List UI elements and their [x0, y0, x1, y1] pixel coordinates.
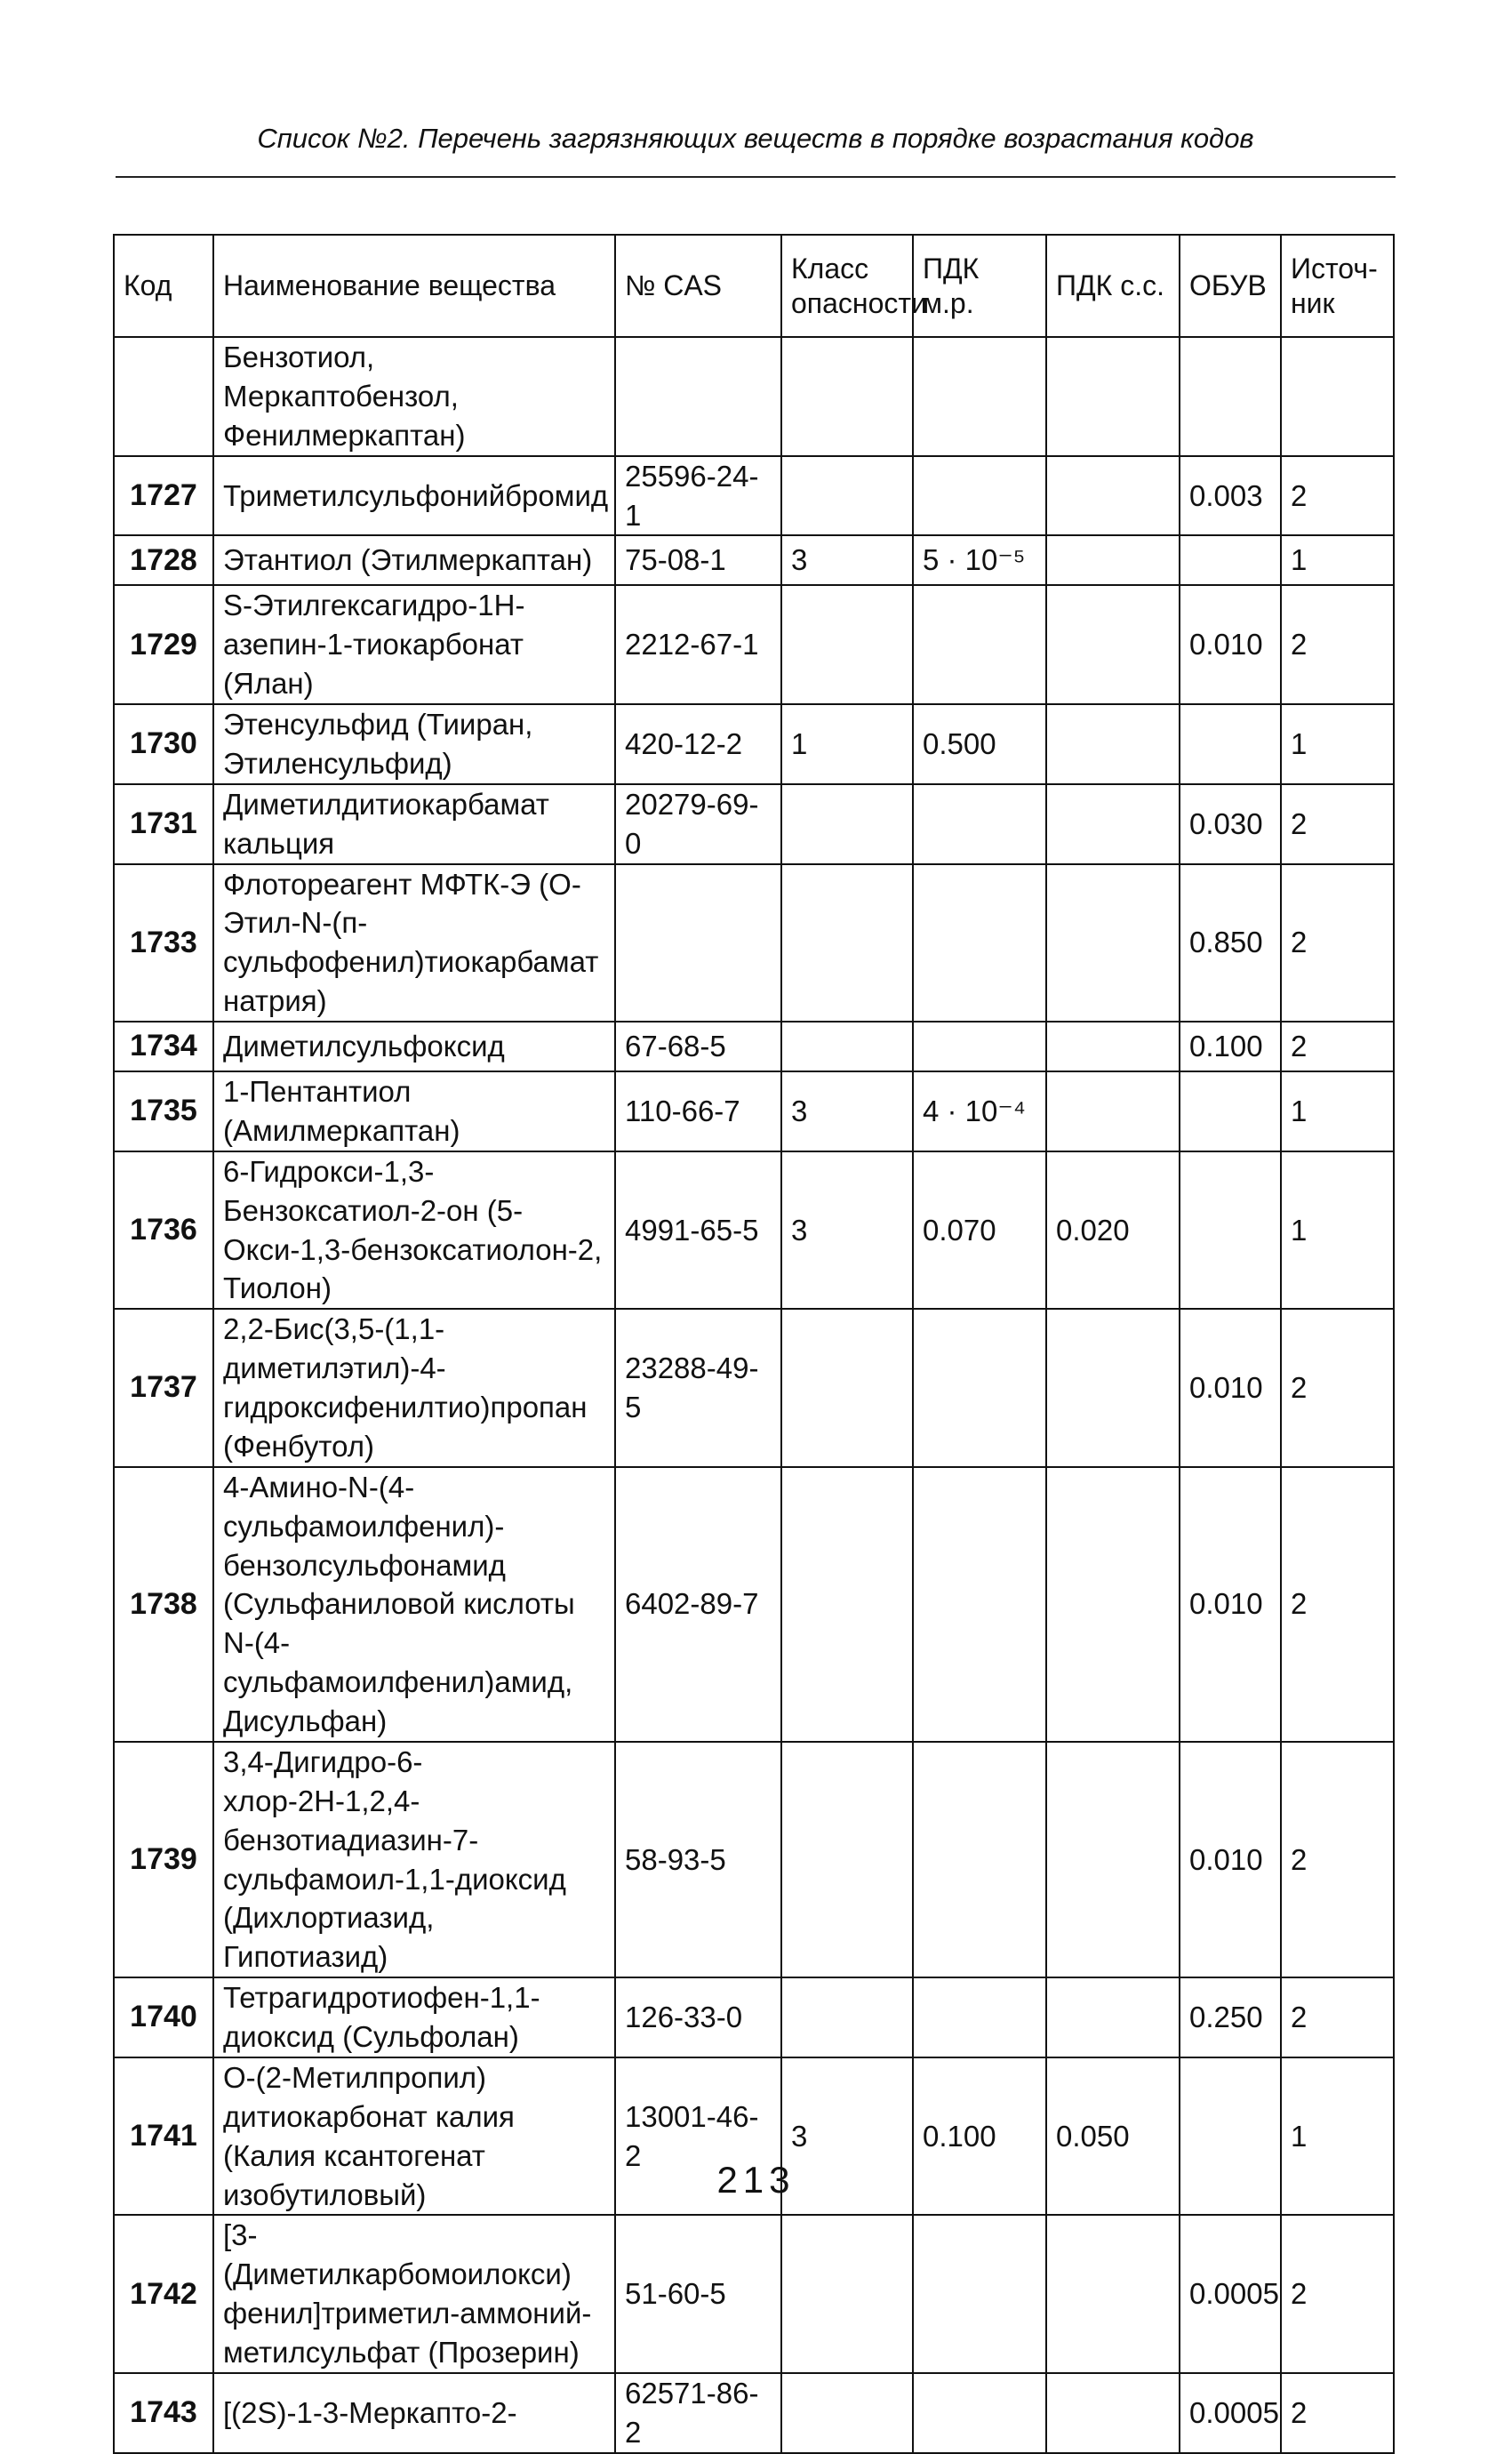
cell-source: 1 [1281, 1071, 1394, 1151]
cell-name: 3,4-Дигидро-6-хлор-2Н-1,2,4-бензотиадиазин-7-сульфамоил-1,1-диоксид (Дихлортиазид, Гипотиазид) [213, 1742, 615, 1977]
cell-code: 1743 [114, 2373, 213, 2453]
table-row [114, 1977, 1394, 2057]
cell-obuv [1180, 1151, 1281, 1310]
header-cas: № CAS [615, 235, 781, 337]
header-obuv: ОБУВ [1180, 235, 1281, 337]
cell-pdk-ss [1046, 784, 1180, 864]
cell-pdk-ss [1046, 2215, 1180, 2373]
cell-name: [(2S)-1-3-Меркапто-2- [213, 2373, 615, 2453]
cell-source [1281, 337, 1394, 456]
cell-obuv: 0.010 [1180, 1742, 1281, 1977]
cell-hazard-class: 3 [781, 535, 913, 585]
cell-pdk-mr: 0.070 [913, 1151, 1046, 1310]
cell-code: 1727 [114, 456, 213, 536]
cell-cas: 110-66-7 [615, 1071, 781, 1151]
cell-pdk-mr [913, 784, 1046, 864]
cell-name: Бензотиол, Меркаптобензол, Фенилмеркаптан) [213, 337, 615, 456]
cell-pdk-mr: 4 · 10⁻⁴ [913, 1071, 1046, 1151]
cell-hazard-class: 3 [781, 2057, 913, 2216]
cell-hazard-class [781, 1309, 913, 1467]
cell-name: 2,2-Бис(3,5-(1,1-диметилэтил)-4-гидроксифенилтио)пропан (Фенбутол) [213, 1309, 615, 1467]
cell-pdk-ss: 0.020 [1046, 1151, 1180, 1310]
table-row [114, 864, 1394, 1022]
cell-pdk-mr [913, 1022, 1046, 1071]
cell-pdk-mr [913, 2373, 1046, 2453]
cell-code [114, 337, 213, 456]
cell-source: 1 [1281, 704, 1394, 784]
cell-source: 2 [1281, 784, 1394, 864]
cell-obuv [1180, 1071, 1281, 1151]
cell-pdk-ss [1046, 864, 1180, 1022]
cell-hazard-class [781, 864, 913, 1022]
cell-pdk-mr [913, 1467, 1046, 1742]
cell-pdk-mr [913, 1742, 1046, 1977]
cell-pdk-ss [1046, 456, 1180, 536]
cell-hazard-class [781, 585, 913, 704]
cell-source: 2 [1281, 2373, 1394, 2453]
cell-pdk-mr [913, 456, 1046, 536]
cell-cas: 75-08-1 [615, 535, 781, 585]
cell-obuv: 0.003 [1180, 456, 1281, 536]
cell-source: 2 [1281, 1022, 1394, 1071]
cell-name: О-(2-Метилпропил) дитиокарбонат калия (Калия ксантогенат изобутиловый) [213, 2057, 615, 2216]
cell-cas: 20279-69-0 [615, 784, 781, 864]
cell-code: 1738 [114, 1467, 213, 1742]
cell-source: 1 [1281, 535, 1394, 585]
cell-hazard-class [781, 337, 913, 456]
cell-cas: 25596-24-1 [615, 456, 781, 536]
cell-cas [615, 337, 781, 456]
cell-name: Триметилсульфонийбромид [213, 456, 615, 536]
header-row [114, 235, 1394, 337]
cell-name: Диметилдитиокарбамат кальция [213, 784, 615, 864]
cell-code: 1737 [114, 1309, 213, 1467]
table-row [114, 784, 1394, 864]
cell-obuv: 0.030 [1180, 784, 1281, 864]
cell-hazard-class [781, 784, 913, 864]
table-row [114, 1467, 1394, 1742]
cell-obuv: 0.250 [1180, 1977, 1281, 2057]
cell-code: 1728 [114, 535, 213, 585]
cell-hazard-class: 1 [781, 704, 913, 784]
cell-hazard-class [781, 2373, 913, 2453]
cell-pdk-mr [913, 864, 1046, 1022]
cell-name: Этенсульфид (Тииран, Этиленсульфид) [213, 704, 615, 784]
cell-cas: 4991-65-5 [615, 1151, 781, 1310]
table-row [114, 1742, 1394, 1977]
cell-code: 1733 [114, 864, 213, 1022]
header-pdk-ss: ПДК с.с. [1046, 235, 1180, 337]
running-head: Список №2. Перечень загрязняющих веществ в порядке возрастания кодов [257, 123, 1254, 154]
cell-source: 2 [1281, 2215, 1394, 2373]
table-row [114, 456, 1394, 536]
cell-hazard-class [781, 2215, 913, 2373]
cell-obuv: 0.010 [1180, 1309, 1281, 1467]
cell-code: 1742 [114, 2215, 213, 2373]
cell-cas: 420-12-2 [615, 704, 781, 784]
cell-pdk-mr: 0.100 [913, 2057, 1046, 2216]
cell-pdk-ss [1046, 535, 1180, 585]
cell-obuv [1180, 337, 1281, 456]
table-row [114, 1309, 1394, 1467]
cell-pdk-ss [1046, 1742, 1180, 1977]
cell-cas: 67-68-5 [615, 1022, 781, 1071]
header-pdk-mr: ПДК м.р. [913, 235, 1046, 337]
cell-name: Диметилсульфоксид [213, 1022, 615, 1071]
page-number: 213 [716, 2159, 796, 2201]
header-code: Код [114, 235, 213, 337]
cell-pdk-ss [1046, 1467, 1180, 1742]
cell-code: 1741 [114, 2057, 213, 2216]
cell-obuv: 0.010 [1180, 585, 1281, 704]
cell-cas: 51-60-5 [615, 2215, 781, 2373]
cell-pdk-ss [1046, 1977, 1180, 2057]
cell-source: 2 [1281, 1742, 1394, 1977]
table-row [114, 704, 1394, 784]
cell-cas: 126-33-0 [615, 1977, 781, 2057]
cell-name: Этантиол (Этилмеркаптан) [213, 535, 615, 585]
cell-code: 1730 [114, 704, 213, 784]
cell-code: 1734 [114, 1022, 213, 1071]
table-row [114, 2373, 1394, 2453]
cell-name: [3-(Диметилкарбомоилокси) фенил]триметил-аммоний-метилсульфат (Прозерин) [213, 2215, 615, 2373]
cell-code: 1739 [114, 1742, 213, 1977]
cell-pdk-ss [1046, 337, 1180, 456]
table-row [114, 1022, 1394, 1071]
cell-obuv: 0.010 [1180, 1467, 1281, 1742]
header-name: Наименование вещества [213, 235, 615, 337]
cell-obuv [1180, 704, 1281, 784]
cell-name: S-Этилгексагидро-1Н-азепин-1-тиокарбонат (Ялан) [213, 585, 615, 704]
table-row [114, 1151, 1394, 1310]
cell-obuv: 0.0005 [1180, 2373, 1281, 2453]
cell-pdk-ss [1046, 704, 1180, 784]
cell-code: 1731 [114, 784, 213, 864]
cell-source: 2 [1281, 585, 1394, 704]
cell-hazard-class [781, 456, 913, 536]
header-source: Источ-ник [1281, 235, 1394, 337]
cell-pdk-mr: 5 · 10⁻⁵ [913, 535, 1046, 585]
cell-hazard-class [781, 1742, 913, 1977]
cell-source: 2 [1281, 1467, 1394, 1742]
cell-pdk-ss [1046, 1022, 1180, 1071]
cell-source: 2 [1281, 1977, 1394, 2057]
cell-pdk-mr: 0.500 [913, 704, 1046, 784]
cell-code: 1735 [114, 1071, 213, 1151]
cell-pdk-mr [913, 2215, 1046, 2373]
cell-cas: 2212-67-1 [615, 585, 781, 704]
cell-pdk-ss [1046, 585, 1180, 704]
cell-hazard-class: 3 [781, 1071, 913, 1151]
cell-name: 1-Пентантиол (Амилмеркаптан) [213, 1071, 615, 1151]
cell-cas: 58-93-5 [615, 1742, 781, 1977]
cell-source: 1 [1281, 1151, 1394, 1310]
cell-hazard-class [781, 1467, 913, 1742]
cell-pdk-ss [1046, 1071, 1180, 1151]
substances-table [113, 234, 1395, 2454]
cell-cas [615, 864, 781, 1022]
cell-pdk-mr [913, 337, 1046, 456]
cell-cas: 6402-89-7 [615, 1467, 781, 1742]
cell-name: Флотореагент МФТК-Э (О-Этил-N-(п-сульфофенил)тиокарбамат натрия) [213, 864, 615, 1022]
cell-name: 6-Гидрокси-1,3-Бензоксатиол-2-он (5-Окси-1,3-бензоксатиолон-2, Тиолон) [213, 1151, 615, 1310]
cell-cas: 62571-86-2 [615, 2373, 781, 2453]
cell-pdk-mr [913, 1309, 1046, 1467]
cell-pdk-ss [1046, 1309, 1180, 1467]
cell-pdk-ss: 0.050 [1046, 2057, 1180, 2216]
cell-source: 2 [1281, 456, 1394, 536]
cell-obuv: 0.850 [1180, 864, 1281, 1022]
cell-source: 1 [1281, 2057, 1394, 2216]
cell-obuv: 0.0005 [1180, 2215, 1281, 2373]
table-row [114, 585, 1394, 704]
cell-cas: 23288-49-5 [615, 1309, 781, 1467]
header-rule [116, 176, 1396, 178]
cell-code: 1736 [114, 1151, 213, 1310]
cell-obuv: 0.100 [1180, 1022, 1281, 1071]
header-hazard-class: Класс опасности [781, 235, 913, 337]
cell-obuv [1180, 535, 1281, 585]
cell-hazard-class: 3 [781, 1151, 913, 1310]
cell-code: 1740 [114, 1977, 213, 2057]
cell-hazard-class [781, 1022, 913, 1071]
cell-pdk-mr [913, 1977, 1046, 2057]
table-row [114, 1071, 1394, 1151]
table-row [114, 535, 1394, 585]
table-row [114, 337, 1394, 456]
cell-name: Тетрагидротиофен-1,1-диоксид (Сульфолан) [213, 1977, 615, 2057]
cell-cas: 13001-46-2 [615, 2057, 781, 2216]
table-row [114, 2215, 1394, 2373]
cell-pdk-ss [1046, 2373, 1180, 2453]
cell-source: 2 [1281, 1309, 1394, 1467]
cell-source: 2 [1281, 864, 1394, 1022]
cell-name: 4-Амино-N-(4-сульфамоилфенил)-бензолсульфонамид (Сульфаниловой кислоты N-(4-сульфамоилфенил)амид, Дисульфан) [213, 1467, 615, 1742]
cell-hazard-class [781, 1977, 913, 2057]
cell-code: 1729 [114, 585, 213, 704]
cell-pdk-mr [913, 585, 1046, 704]
